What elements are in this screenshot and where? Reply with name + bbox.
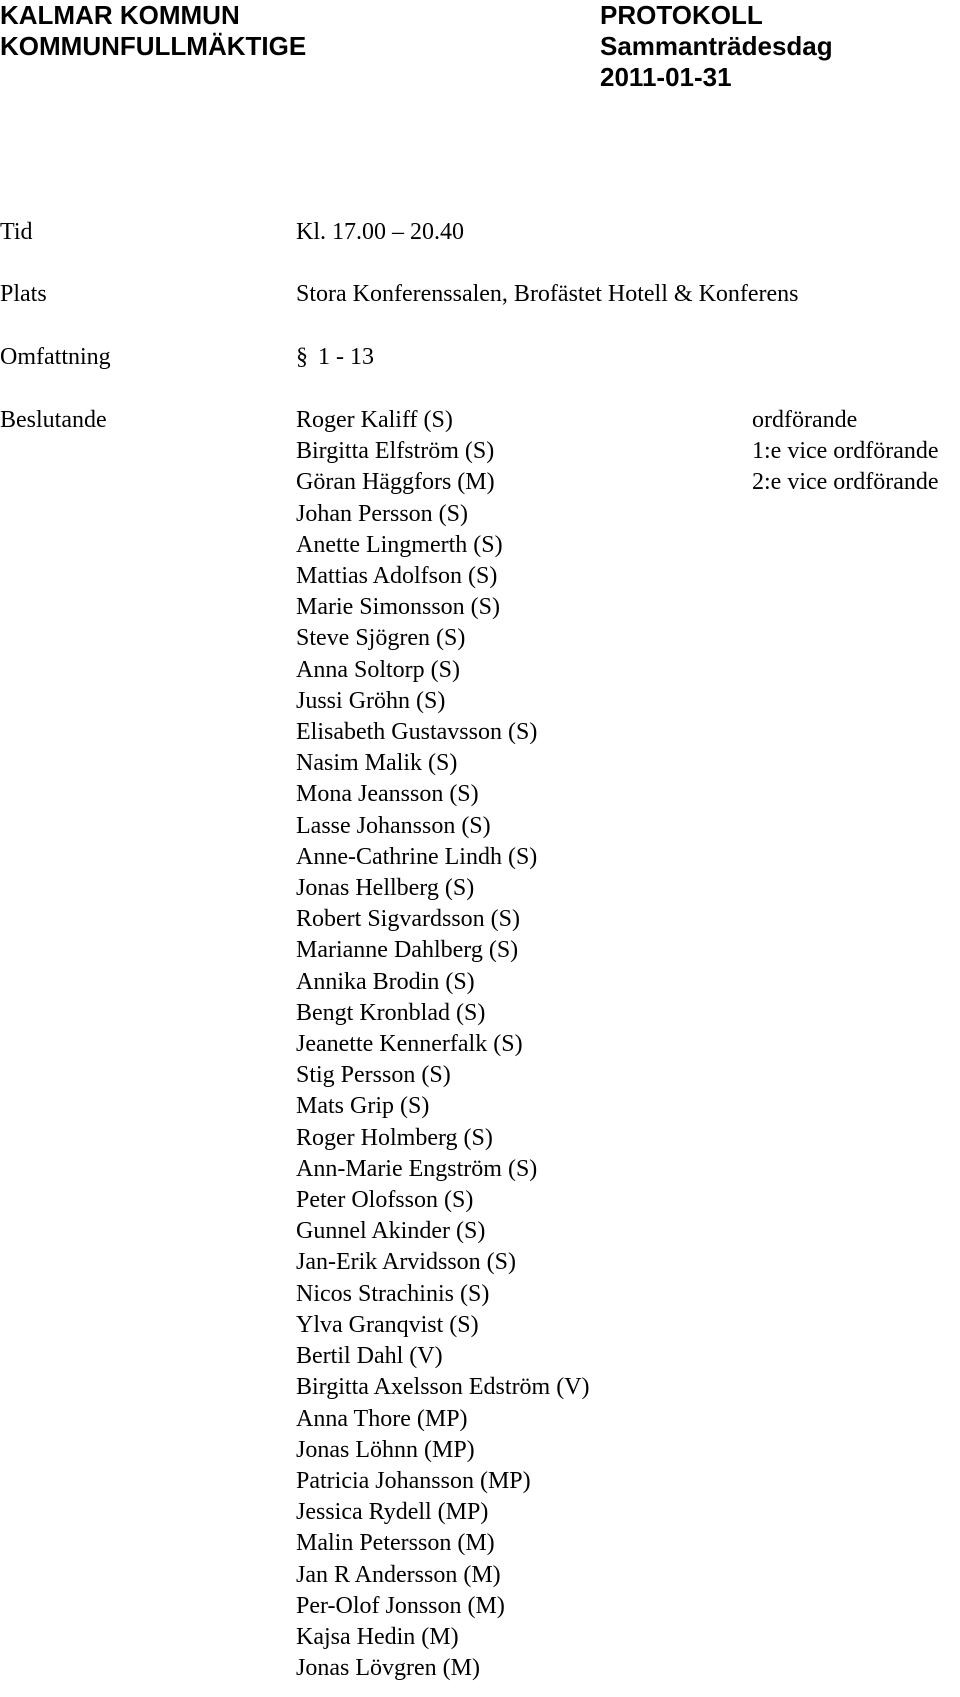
member-name: Per-Olof Jonsson (M)	[296, 1592, 505, 1619]
member-name: Anne-Cathrine Lindh (S)	[296, 843, 538, 870]
member-name: Ylva Granqvist (S)	[296, 1311, 479, 1338]
member-name: Birgitta Elfström (S)	[296, 438, 495, 465]
member-row	[296, 499, 960, 530]
member-name: Malin Petersson (M)	[296, 1530, 495, 1557]
member-name: Marianne Dahlberg (S)	[296, 937, 519, 964]
member-name: Mats Grip (S)	[296, 1093, 430, 1120]
member-row	[296, 904, 960, 935]
member-name: Anna Soltorp (S)	[296, 656, 460, 683]
member-row	[296, 1466, 960, 1497]
session-label: Sammanträdesdag	[600, 31, 833, 61]
member-row	[296, 998, 960, 1029]
member-row	[296, 935, 960, 966]
member-name: Jessica Rydell (MP)	[296, 1499, 489, 1526]
place-value: Stora Konferenssalen, Brofästet Hotell & Konferens	[296, 281, 799, 307]
member-name: Peter Olofsson (S)	[296, 1187, 474, 1214]
member-row	[296, 655, 960, 686]
member-row	[296, 1123, 960, 1154]
member-name: Stig Persson (S)	[296, 1062, 451, 1089]
member-name: Gunnel Akinder (S)	[296, 1218, 486, 1245]
member-row	[296, 967, 960, 998]
time-label: Tid	[0, 219, 33, 245]
member-name: Anna Thore (MP)	[296, 1405, 468, 1432]
member-row	[296, 748, 960, 779]
member-row	[296, 436, 960, 467]
member-row	[296, 1279, 960, 1310]
member-role: 1:e vice ordförande	[752, 438, 939, 465]
member-name: Roger Holmberg (S)	[296, 1124, 493, 1151]
member-row	[296, 1091, 960, 1122]
member-name: Marie Simonsson (S)	[296, 594, 500, 621]
member-name: Ann-Marie Engström (S)	[296, 1155, 538, 1182]
member-name: Robert Sigvardsson (S)	[296, 906, 520, 933]
session-date: 2011-01-31	[600, 62, 732, 92]
member-name: Kajsa Hedin (M)	[296, 1623, 459, 1650]
org-name: KALMAR KOMMUN	[0, 0, 240, 30]
section-sign: §	[296, 344, 308, 370]
member-name: Patricia Johansson (MP)	[296, 1467, 531, 1494]
member-role: ordförande	[752, 407, 858, 433]
member-name: Nicos Strachinis (S)	[296, 1280, 490, 1307]
member-row	[296, 592, 960, 623]
place-label: Plats	[0, 281, 47, 307]
member-name: Bengt Kronblad (S)	[296, 999, 486, 1026]
member-row	[296, 1653, 960, 1684]
member-name: Roger Kaliff (S)	[296, 407, 453, 433]
member-name: Anette Lingmerth (S)	[296, 531, 503, 558]
member-name: Annika Brodin (S)	[296, 968, 475, 995]
member-name: Bertil Dahl (V)	[296, 1343, 443, 1370]
deciding-label: Beslutande	[0, 407, 107, 433]
member-name: Jeanette Kennerfalk (S)	[296, 1031, 523, 1058]
member-row	[296, 405, 960, 436]
member-name: Lasse Johansson (S)	[296, 812, 491, 839]
member-name: Jonas Löhnn (MP)	[296, 1436, 475, 1463]
scope-value-row	[296, 342, 374, 373]
member-row	[296, 1497, 960, 1528]
member-row	[296, 1310, 960, 1341]
member-name: Steve Sjögren (S)	[296, 625, 466, 652]
member-row	[296, 686, 960, 717]
member-name: Mona Jeansson (S)	[296, 781, 479, 808]
member-row	[296, 1029, 960, 1060]
member-name: Johan Persson (S)	[296, 500, 468, 527]
member-row	[296, 1528, 960, 1559]
member-row	[296, 467, 960, 498]
member-row	[296, 1060, 960, 1091]
member-row	[296, 530, 960, 561]
members-list	[296, 405, 960, 1684]
member-name: Jan R Andersson (M)	[296, 1561, 501, 1588]
member-name: Mattias Adolfson (S)	[296, 563, 498, 590]
member-row	[296, 842, 960, 873]
member-row	[296, 811, 960, 842]
member-name: Jonas Lövgren (M)	[296, 1655, 480, 1682]
member-row	[296, 1622, 960, 1653]
time-value: Kl. 17.00 – 20.40	[296, 219, 464, 245]
assembly-name: KOMMUNFULLMÄKTIGE	[0, 31, 307, 61]
member-row	[296, 873, 960, 904]
member-row	[296, 1154, 960, 1185]
header-left	[0, 0, 306, 62]
member-name: Elisabeth Gustavsson (S)	[296, 719, 538, 746]
member-name: Jonas Hellberg (S)	[296, 875, 475, 902]
member-row	[296, 1591, 960, 1622]
member-name: Nasim Malik (S)	[296, 750, 458, 777]
member-row	[296, 1435, 960, 1466]
document-type: PROTOKOLL	[600, 0, 763, 30]
member-row	[296, 1560, 960, 1591]
member-name: Göran Häggfors (M)	[296, 469, 495, 496]
scope-label: Omfattning	[0, 344, 111, 370]
header-right	[600, 0, 833, 93]
member-row	[296, 1341, 960, 1372]
member-row	[296, 1404, 960, 1435]
member-row	[296, 1372, 960, 1403]
member-row	[296, 1247, 960, 1278]
member-row	[296, 623, 960, 654]
member-row	[296, 561, 960, 592]
member-role: 2:e vice ordförande	[752, 469, 939, 496]
member-name: Jussi Gröhn (S)	[296, 687, 446, 714]
member-name: Birgitta Axelsson Edström (V)	[296, 1374, 590, 1401]
scope-value: 1 - 13	[318, 344, 374, 370]
member-row	[296, 717, 960, 748]
member-row	[296, 1216, 960, 1247]
member-row	[296, 1185, 960, 1216]
member-row	[296, 779, 960, 810]
member-name: Jan-Erik Arvidsson (S)	[296, 1249, 516, 1276]
